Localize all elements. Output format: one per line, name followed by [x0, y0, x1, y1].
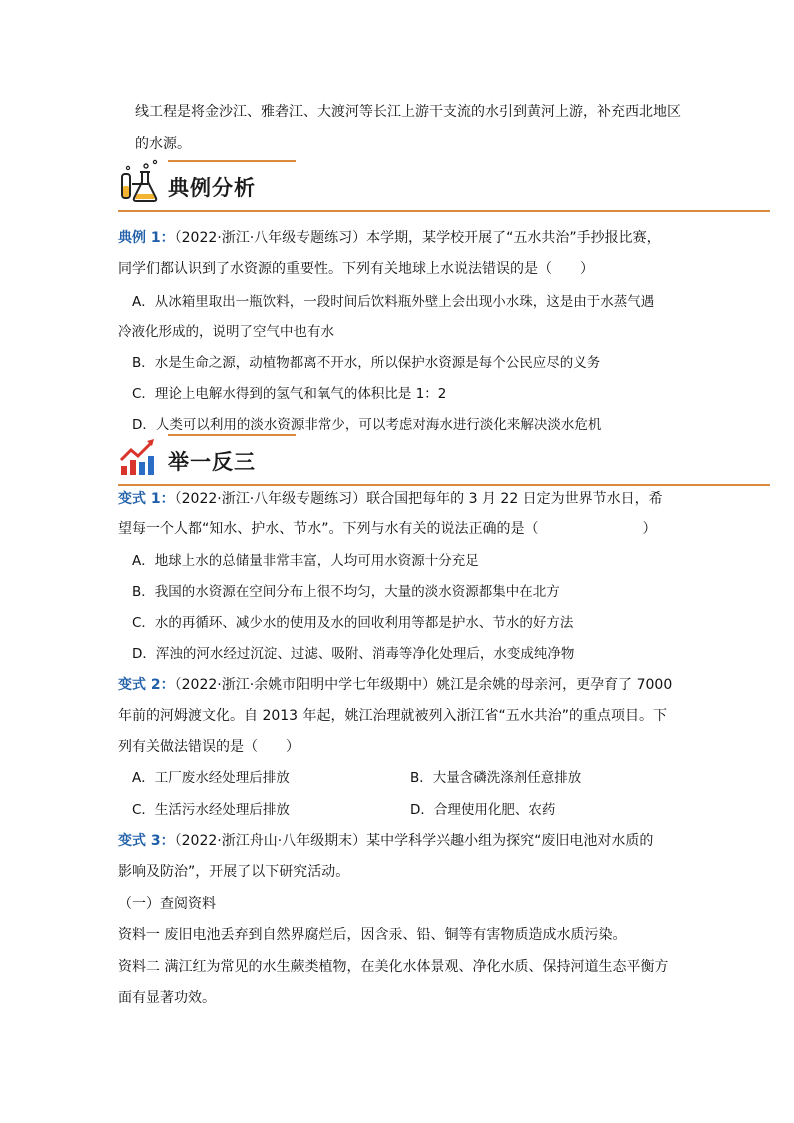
variant-3-reference-2-line-2: 面有显著功效。 — [118, 990, 216, 1006]
variant-3-label: 变式 3： — [118, 833, 175, 849]
section-underline — [118, 210, 770, 212]
variant-1-option-b: B．我国的水资源在空间分布上很不均匀，大量的淡水资源都集中在北方 — [132, 584, 560, 600]
variant-3-part-heading: （一）查阅资料 — [118, 896, 216, 912]
variant-2-stem-line-1 — [118, 675, 672, 695]
variant-1-stem-text: （2022·浙江·八年级专题练习）联合国把每年的 3 月 22 日定为世界节水日，希 — [174, 491, 663, 507]
variant-1-option-d: D．浑浊的河水经过沉淀、过滤、吸附、消毒等净化处理后，水变成纯净物 — [132, 646, 575, 662]
variant-1-stem-text: 望每一个人都“知水、护水、节水”。下列与水有关的说法正确的是（ — [118, 521, 539, 537]
variant-1-stem-line-2 — [118, 519, 657, 539]
example-1-stem-line-1 — [118, 228, 661, 248]
example-1-option-d: D．人类可以利用的淡水资源非常少，可以考虑对海水进行淡化来解决淡水危机 — [132, 417, 602, 433]
variant-1-stem-close: ） — [642, 521, 657, 537]
section-title: 举一反三 — [168, 450, 256, 474]
variant-2-option-a: A．工厂废水经处理后排放 — [132, 770, 290, 786]
variant-3-stem-line-1 — [118, 831, 653, 851]
variant-1-option-c: C．水的再循环、减少水的使用及水的回收利用等都是护水、节水的好方法 — [132, 615, 574, 631]
example-1-stem-text: （2022·浙江·八年级专题练习）本学期，某学校开展了“五水共治”手抄报比赛， — [174, 230, 661, 246]
header-top-rule — [168, 434, 296, 436]
example-1-option-c: C．理论上电解水得到的氢气和氧气的体积比是 1：2 — [132, 386, 447, 402]
variant-1-label: 变式 1： — [118, 491, 175, 507]
example-1-stem-line-2: 同学们都认识到了水资源的重要性。下列有关地球上水说法错误的是（ ） — [118, 261, 594, 277]
section-underline — [118, 484, 770, 486]
variant-3-stem-text: （2022·浙江舟山·八年级期末）某中学科学兴趣小组为探究“废旧电池对水质的 — [174, 833, 654, 849]
variant-1-option-a: A．地球上水的总储量非常丰富，人均可用水资源十分充足 — [132, 553, 479, 569]
variant-2-option-c: C．生活污水经处理后排放 — [132, 802, 290, 818]
section-header-practice — [118, 432, 770, 486]
section-header-typical-examples — [118, 158, 770, 212]
example-1-option-a-line-1: A．从冰箱里取出一瓶饮料，一段时间后饮料瓶外壁上会出现小水珠，这是由于水蒸气遇 — [132, 294, 655, 310]
variant-3-reference-1: 资料一 废旧电池丢弃到自然界腐烂后，因含汞、铅、铜等有害物质造成水质污染。 — [118, 927, 627, 943]
header-top-rule — [168, 160, 296, 162]
example-1-option-a-line-2: 冷液化形成的，说明了空气中也有水 — [118, 324, 334, 340]
variant-3-reference-2-line-1: 资料二 满江红为常见的水生蕨类植物，在美化水体景观、净化水质、保持河道生态平衡方 — [118, 959, 669, 975]
variant-1-stem-line-1 — [118, 489, 663, 509]
variant-2-label: 变式 2： — [118, 677, 175, 693]
example-1-label: 典例 1： — [118, 230, 175, 246]
variant-2-stem-line-3: 列有关做法错误的是（ ） — [118, 739, 300, 755]
growth-chart-icon — [118, 432, 162, 478]
variant-2-option-b: B．大量含磷洗涤剂任意排放 — [410, 770, 582, 786]
lab-flask-icon — [118, 158, 162, 204]
variant-2-stem-line-2: 年前的河姆渡文化。自 2013 年起，姚江治理就被列入浙江省“五水共治”的重点项目。下 — [118, 708, 668, 724]
example-1-option-b: B．水是生命之源，动植物都离不开水，所以保护水资源是每个公民应尽的义务 — [132, 355, 601, 371]
intro-line-1: 线工程是将金沙江、雅砻江、大渡河等长江上游干支流的水引到黄河上游，补充西北地区 — [135, 104, 681, 120]
section-title: 典例分析 — [168, 176, 256, 200]
variant-3-stem-line-2: 影响及防治”，开展了以下研究活动。 — [118, 864, 350, 880]
variant-2-option-d: D．合理使用化肥、农药 — [410, 802, 556, 818]
variant-2-stem-text: （2022·浙江·余姚市阳明中学七年级期中）姚江是余姚的母亲河，更孕育了 7000 — [174, 677, 673, 693]
intro-line-2: 的水源。 — [135, 136, 191, 152]
